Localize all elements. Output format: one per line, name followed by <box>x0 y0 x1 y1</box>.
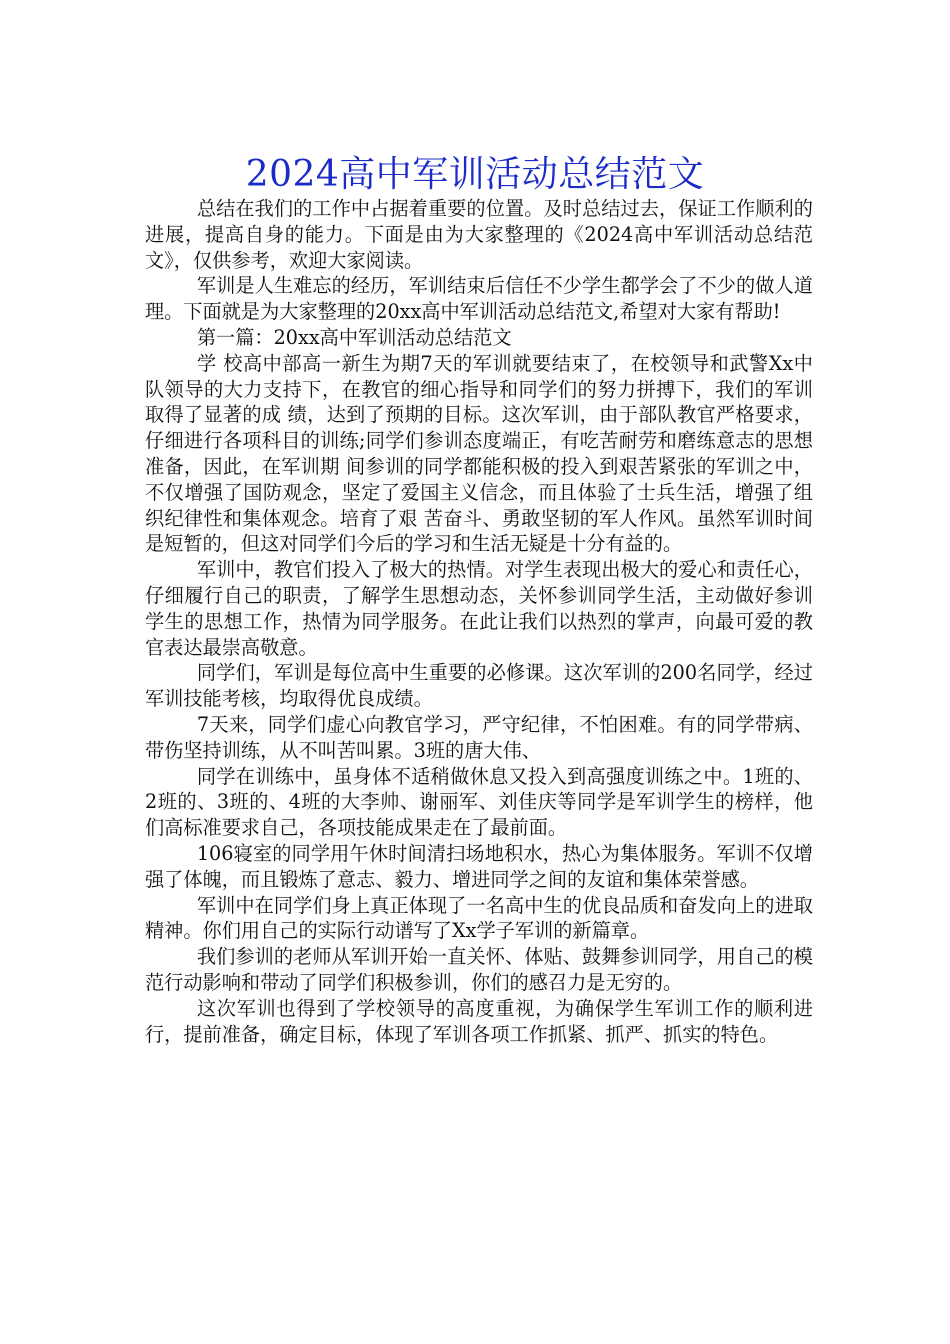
paragraph: 这次军训也得到了学校领导的高度重视，为确保学生军训工作的顺利进行，提前准备，确定目标，体现了军训各项工作抓紧、抓严、抓实的特色。 <box>145 996 813 1046</box>
paragraph: 学 校高中部高一新生为期7天的军训就要结束了，在校领导和武警Xx中队领导的大力支持下，在教官的细心指导和同学们的努力拼搏下，我们的军训取得了显著的成 绩，达到了预期的目标。这次军训，由于部队教官严格要求，仔细进行各项科目的训练;同学们参训态度端正，有吃苦耐劳和磨练意志的思想准备，因此，在军训期 间参训的同学都能积极的投入到艰苦紧张的军训之中，不仅增强了国防观念，坚定了爱国主义信念，而且体验了士兵生活，增强了组织纪律性和集体观念。培育了艰 苦奋斗、勇敢坚韧的军人作风。虽然军训时间是短暂的，但这对同学们今后的学习和生活无疑是十分有益的。 <box>145 351 813 556</box>
paragraph: 106寝室的同学用午休时间清扫场地积水，热心为集体服务。军训不仅增强了体魄，而且锻炼了意志、毅力、增进同学之间的友谊和集体荣誉感。 <box>145 841 813 891</box>
paragraph: 7天来，同学们虚心向教官学习，严守纪律，不怕困难。有的同学带病、带伤坚持训练，从不叫苦叫累。3班的唐大伟、 <box>145 712 813 762</box>
paragraph: 同学们，军训是每位高中生重要的必修课。这次军训的200名同学，经过军训技能考核，均取得优良成绩。 <box>145 661 813 711</box>
document-title: 2024高中军训活动总结范文 <box>245 154 705 196</box>
paragraph-intro: 总结在我们的工作中占据着重要的位置。及时总结过去，保证工作顺利的进展，提高自身的能力。下面是由为大家整理的《2024高中军训活动总结范文》，仅供参考，欢迎大家阅读。 <box>145 197 813 272</box>
paragraph-preface: 军训是人生难忘的经历，军训结束后信任不少学生都学会了不少的做人道理。下面就是为大家整理的20xx高中军训活动总结范文,希望对大家有帮助! <box>145 274 813 324</box>
paragraph: 军训中在同学们身上真正体现了一名高中生的优良品质和奋发向上的进取精神。你们用自己的实际行动谱写了Xx学子军训的新篇章。 <box>145 893 813 943</box>
paragraph: 同学在训练中，虽身体不适稍做休息又投入到高强度训练之中。1班的、2班的、3班的、4班的大李帅、谢丽军、刘佳庆等同学是军训学生的榜样，他们高标准要求自己，各项技能成果走在了最前面。 <box>145 764 813 840</box>
paragraph: 我们参训的老师从军训开始一直关怀、体贴、鼓舞参训同学，用自己的模范行动影响和带动了同学们积极参训，你们的感召力是无穷的。 <box>145 945 813 994</box>
section-heading: 第一篇：20xx高中军训活动总结范文 <box>196 325 512 349</box>
paragraph: 军训中，教官们投入了极大的热情。对学生表现出极大的爱心和责任心，仔细履行自己的职责，了解学生思想动态，关怀参训同学生活，主动做好参训学生的思想工作，热情为同学服务。在此让我们以热烈的掌声，向最可爱的教官表达最崇高敬意。 <box>145 558 813 659</box>
document-body <box>145 196 813 1047</box>
